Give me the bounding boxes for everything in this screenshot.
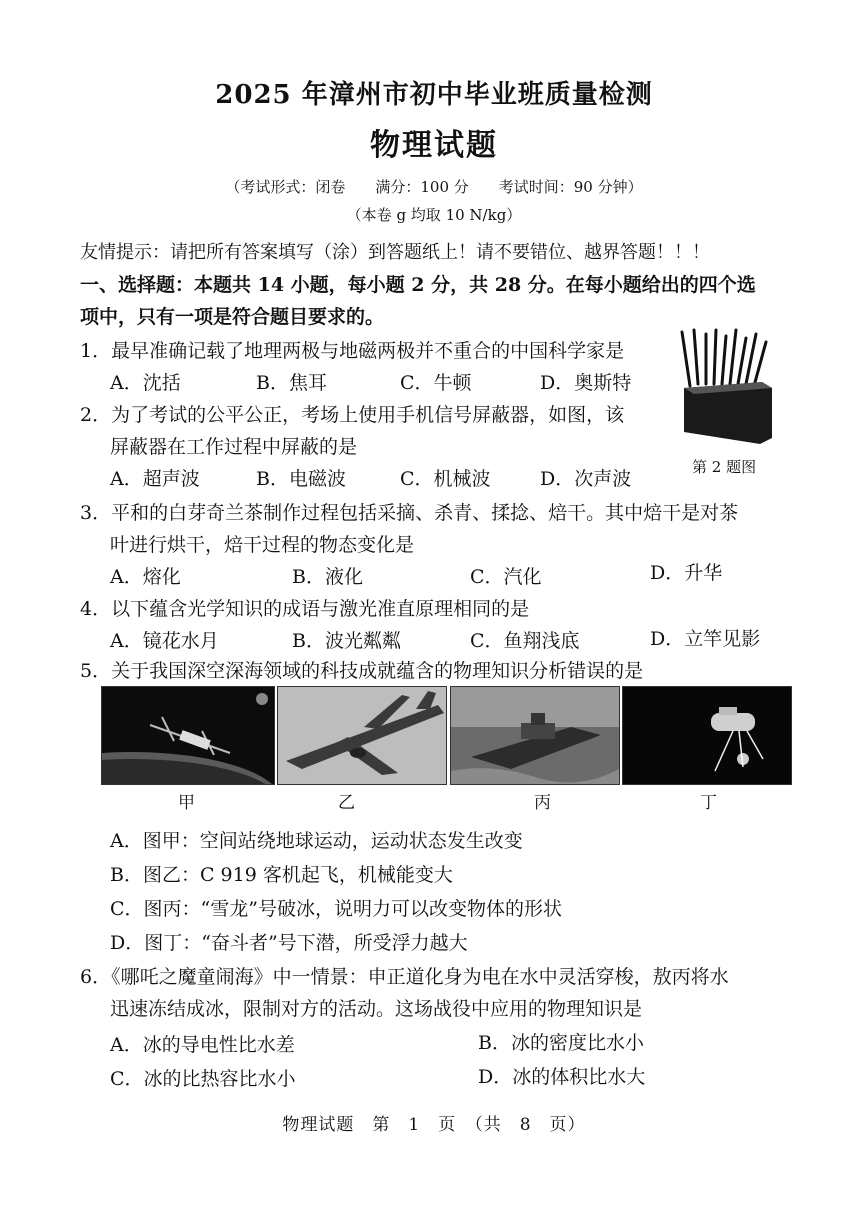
picture-label: 乙	[338, 793, 355, 813]
question-stem: 3．平和的白芽奇兰茶制作过程包括采摘、杀青、揉捻、焙干。其中焙干是对茶	[80, 502, 739, 524]
option-a: A．图甲：空间站绕地球运动，运动状态发生改变	[110, 830, 523, 852]
option-b: B．焦耳	[256, 372, 327, 394]
option-c: C．汽化	[470, 566, 542, 588]
option-c: C．机械波	[400, 468, 491, 490]
option-a: A．熔化	[110, 566, 181, 588]
option-b: B．液化	[292, 566, 363, 588]
reminder: 友情提示：请把所有答案填写（涂）到答题纸上！请不要错位、越界答题！！！	[80, 242, 710, 263]
option-c: C．牛顿	[400, 372, 472, 394]
option-d: D．冰的体积比水大	[478, 1066, 646, 1088]
option-c: C．图丙：“雪龙”号破冰，说明力可以改变物体的形状	[110, 898, 562, 920]
option-c: C．冰的比热容比水小	[110, 1068, 296, 1090]
fendouzhe-submersible-photo	[622, 686, 792, 785]
c919-airplane-photo	[277, 686, 447, 785]
section-heading-cont: 项中，只有一项是符合题目要求的。	[80, 306, 385, 328]
option-d: D．立竿见影	[650, 628, 761, 650]
xuelong-icebreaker-photo	[450, 686, 620, 785]
picture-label: 丁	[700, 793, 717, 813]
subject-title: 物理试题	[370, 128, 498, 163]
figure-caption: 第 2 题图	[692, 458, 757, 476]
exam-info: （考试形式：闭卷 满分：100 分 考试时间：90 分钟）	[225, 178, 643, 196]
option-a: A．超声波	[110, 468, 200, 490]
g-note: （本卷 g 均取 10 N/kg）	[346, 206, 522, 224]
question-stem: 1．最早准确记载了地理两极与地磁两极并不重合的中国科学家是	[80, 340, 625, 362]
signal-jammer-figure	[676, 326, 776, 448]
option-b: B．图乙：C 919 客机起飞，机械能变大	[110, 864, 453, 886]
question-stem-cont: 叶进行烘干，焙干过程的物态变化是	[110, 534, 415, 556]
option-a: A．镜花水月	[110, 630, 219, 652]
question-stem: 6．《哪吒之魔童闹海》中一情景：申正道化身为电在水中灵活穿梭，敖丙将水	[80, 966, 729, 988]
option-c: C．鱼翔浅底	[470, 630, 580, 652]
question-stem-cont: 迅速冻结成冰，限制对方的活动。这场战役中应用的物理知识是	[110, 998, 643, 1020]
space-station-photo	[101, 686, 275, 785]
question-stem: 4．以下蕴含光学知识的成语与激光准直原理相同的是	[80, 598, 530, 620]
question-stem-cont: 屏蔽器在工作过程中屏蔽的是	[110, 436, 358, 458]
option-a: A．冰的导电性比水差	[110, 1034, 295, 1056]
option-a: A．沈括	[110, 372, 181, 394]
picture-label: 甲	[178, 793, 195, 813]
option-d: D．次声波	[540, 468, 632, 490]
picture-label: 丙	[534, 793, 551, 813]
option-d: D．奥斯特	[540, 372, 632, 394]
page-footer: 物理试题 第 1 页 （共 8 页）	[282, 1115, 586, 1135]
option-d: D．升华	[650, 562, 723, 584]
option-b: B．冰的密度比水小	[478, 1032, 644, 1054]
question-stem: 2．为了考试的公平公正，考场上使用手机信号屏蔽器，如图，该	[80, 404, 625, 426]
exam-title: 2025 年漳州市初中毕业班质量检测	[215, 80, 653, 110]
section-heading: 一、选择题：本题共 14 小题，每小题 2 分，共 28 分。在每小题给出的四个选	[80, 274, 756, 296]
option-d: D．图丁：“奋斗者”号下潜，所受浮力越大	[110, 932, 468, 954]
option-b: B．电磁波	[256, 468, 346, 490]
option-b: B．波光粼粼	[292, 630, 401, 652]
question-stem: 5．关于我国深空深海领域的科技成就蕴含的物理知识分析错误的是	[80, 660, 644, 682]
